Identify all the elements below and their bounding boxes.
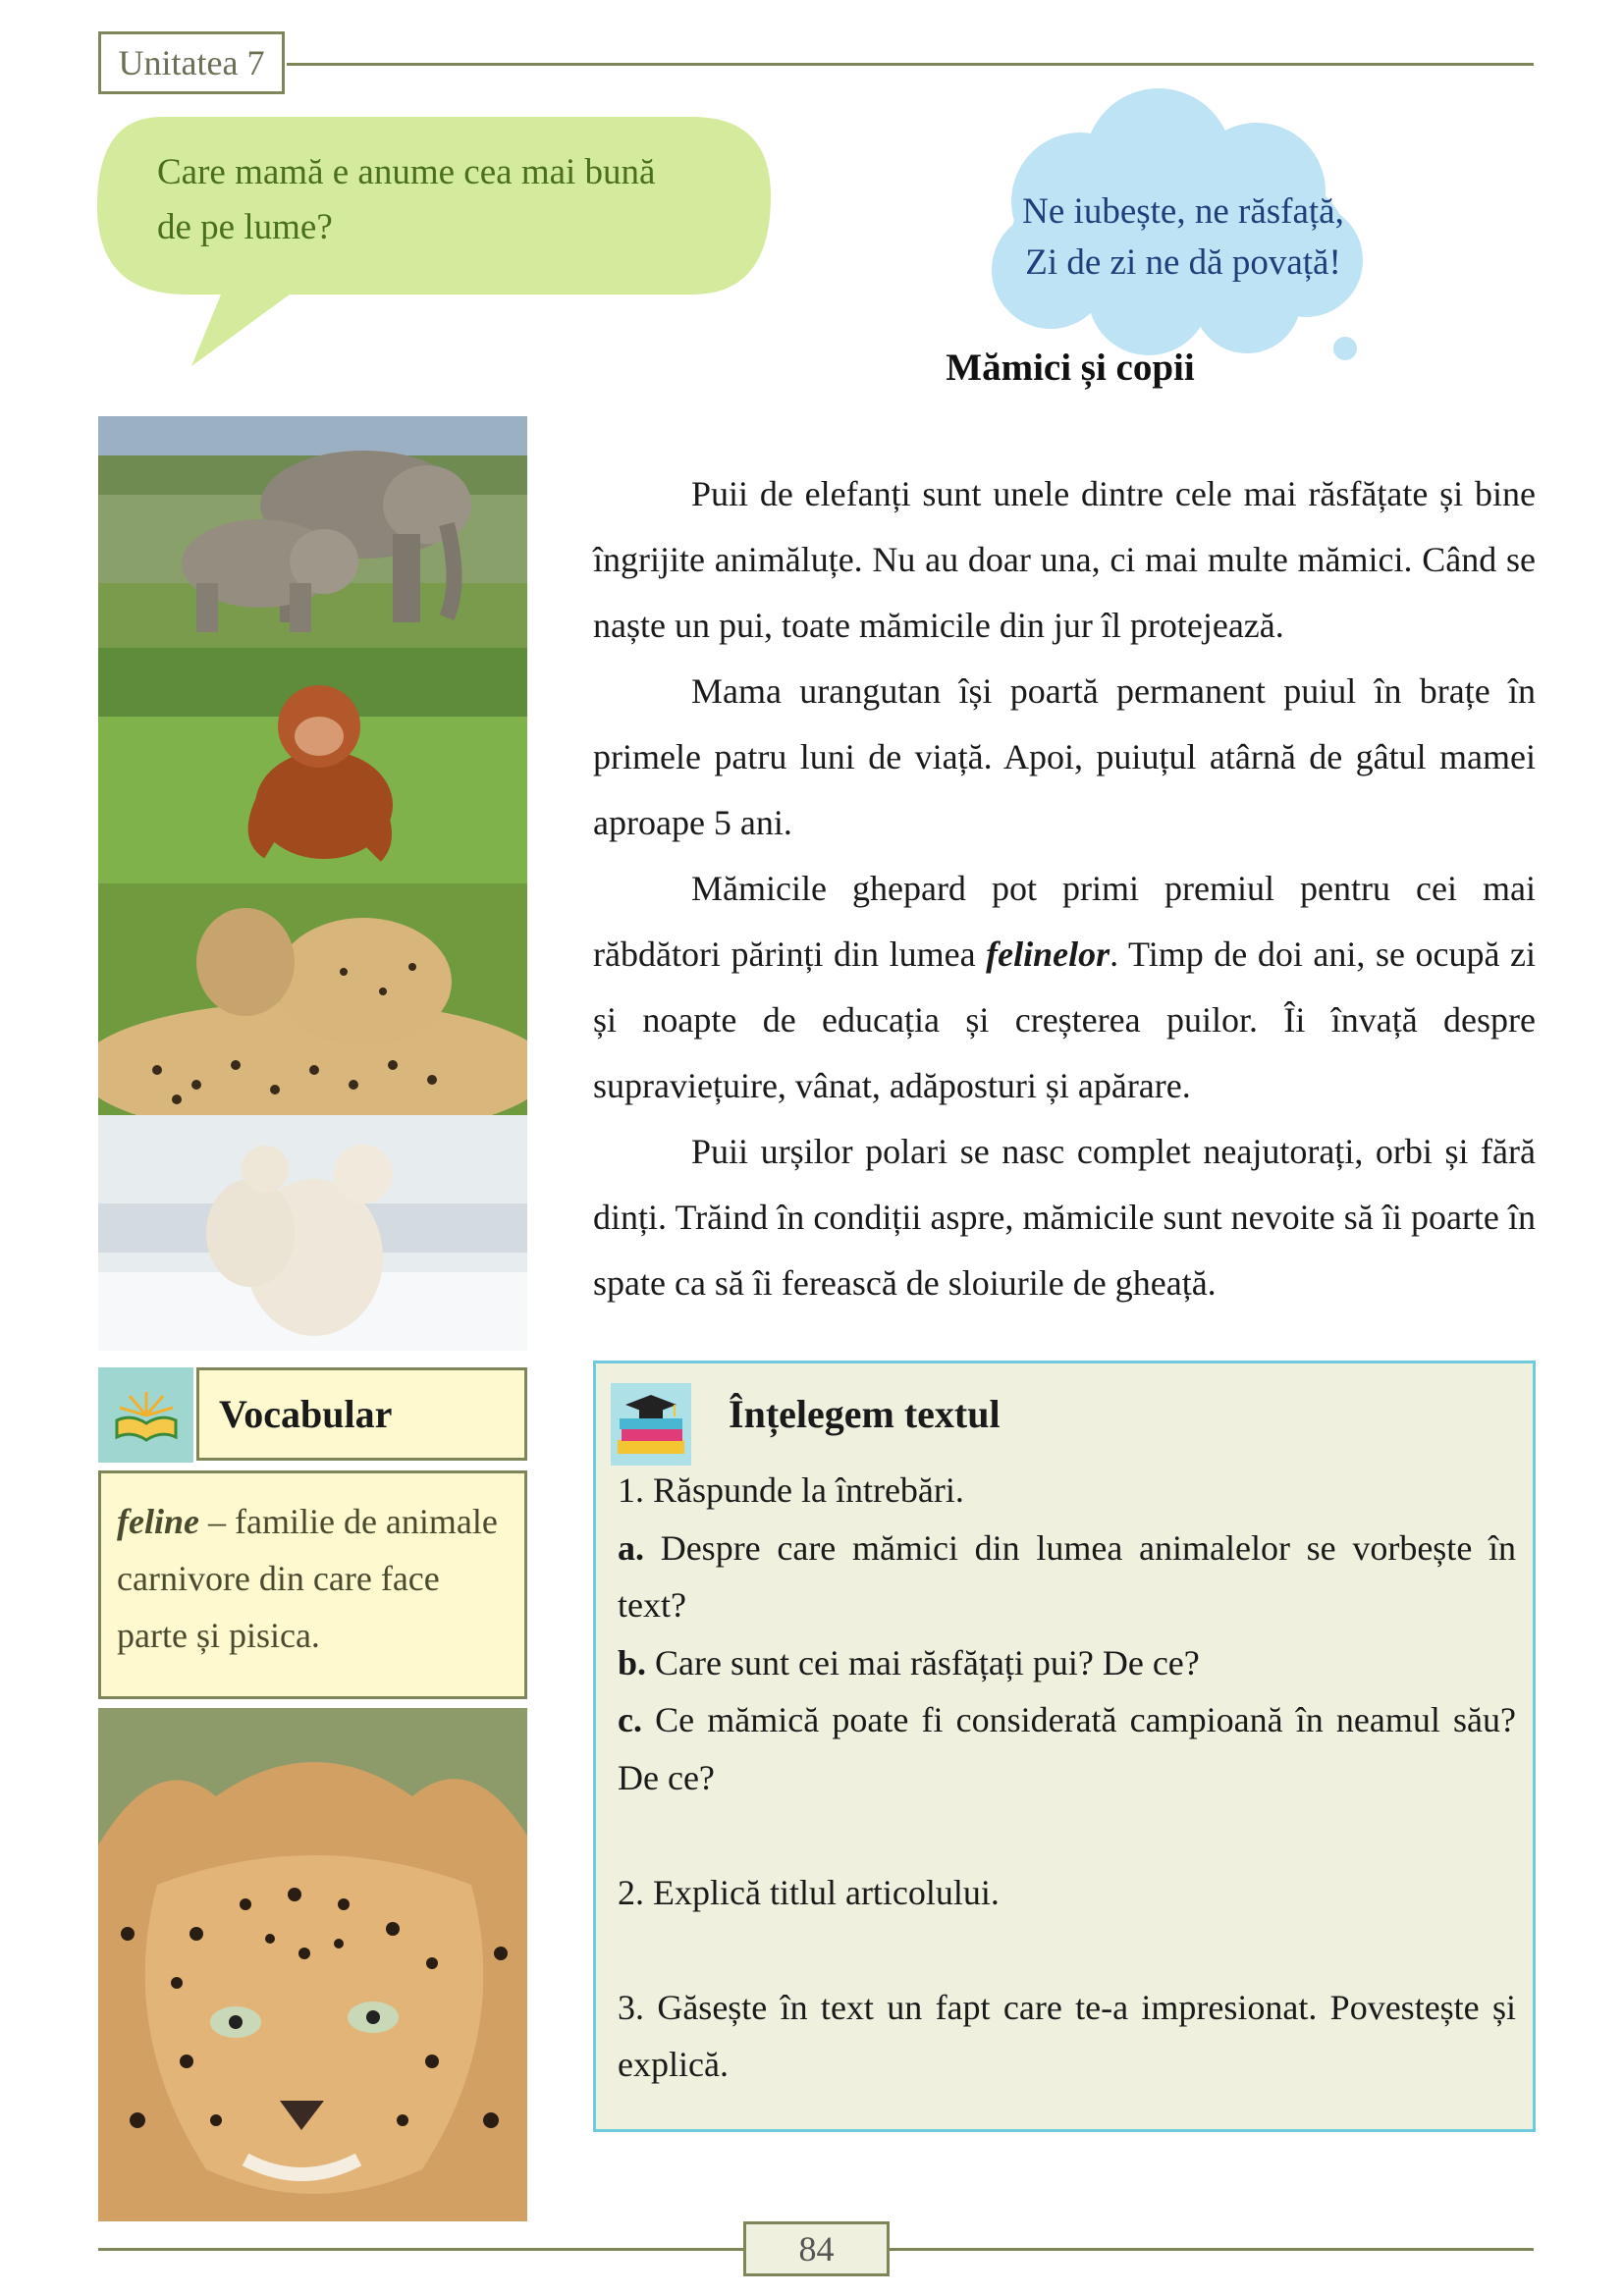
- understand-questions: [618, 1462, 1516, 2094]
- question-2: 2. Explică titlul articolului.: [618, 1872, 1000, 1912]
- article-body: [593, 461, 1536, 1316]
- question-1a: [618, 1520, 1516, 1634]
- article-paragraph-polar-bears: Puii urșilor polari se nasc complet neajutorați, orbi și fără dinți. Trăind în condiții aspre, mămicile sunt nevoite să îi poarte în spate ca să îi ferească de sloiurile de gheață.: [593, 1132, 1536, 1303]
- understand-title: Înțelegem textul: [729, 1392, 1001, 1436]
- question-1b-text: Care sunt cei mai răsfățați pui? De ce?: [646, 1642, 1200, 1682]
- header-rule: [287, 63, 1534, 66]
- question-3: 3. Găsește în text un fapt care te-a impresionat. Povestește și explică.: [618, 1987, 1516, 2084]
- question-1a-label: a.: [618, 1527, 644, 1568]
- thought-cloud-text: [997, 187, 1370, 289]
- unit-label: Unitatea 7: [98, 31, 285, 94]
- question-1c-text: Ce mămică poate fi considerată campioană în neamul său? De ce?: [618, 1700, 1516, 1797]
- speech-bubble-text: [157, 145, 746, 255]
- footer-rule-right: [890, 2248, 1534, 2251]
- question-1c-label: c.: [618, 1700, 642, 1739]
- question-1b-label: b.: [618, 1642, 647, 1682]
- vocabulary-title: Vocabular: [196, 1367, 527, 1461]
- thought-line-1: Ne iubește, ne răsfață,: [1022, 191, 1344, 232]
- vocabulary-definition-text: – familie de animale carnivore din care face parte și pisica.: [117, 1502, 498, 1655]
- article-paragraph-elephants: Puii de elefanți sunt unele dintre cele mai răsfățate și bine îngrijite animăluțe. Nu au doar una, ci mai multe mămici. Când se naște un pui, toate mămicile din jur îl protejează.: [593, 474, 1536, 645]
- question-1c: [618, 1691, 1516, 1806]
- vocab-term-link: felinelor: [986, 934, 1110, 974]
- vocabulary-definition: [98, 1470, 527, 1699]
- article-paragraph-orangutan: Mama urangutan își poartă permanent puiul în brațe în primele patru luni de viață. Apoi, puiuțul atârnă de gâtul mamei aproape 5 ani.: [593, 671, 1536, 842]
- vocabulary-header: [98, 1367, 530, 1463]
- thought-line-2: Zi de zi ne dă povață!: [1025, 242, 1341, 283]
- elephants-photo: [98, 416, 527, 648]
- article-paragraph-cheetah: [593, 856, 1536, 1119]
- understand-text-box: [593, 1361, 1536, 2132]
- footer-rule-left: [98, 2248, 743, 2251]
- article-p3-text: Mămicile ghepard pot primi premiul pentru cei mai răbdători părinți din lumea: [593, 869, 1536, 974]
- graduation-cap-books-icon: [606, 1383, 696, 1466]
- speech-line-1: Care mamă e anume cea mai bună: [157, 152, 656, 192]
- question-1a-text: Despre care mămici din lumea animalelor se vorbește în text?: [618, 1527, 1516, 1625]
- page-number: 84: [743, 2221, 890, 2276]
- question-1b: [618, 1634, 1516, 1692]
- cheetahs-photo: [98, 883, 527, 1115]
- speech-line-2: de pe lume?: [157, 207, 333, 247]
- article-title: Mămici și copii: [946, 347, 1195, 389]
- question-1: 1. Răspunde la întrebări.: [618, 1470, 964, 1510]
- orangutan-photo: [98, 648, 527, 883]
- open-book-icon: [98, 1367, 193, 1463]
- article-p3-text-end: . Timp de doi ani, se ocupă zi și noapte de educația și creșterea puilor. Îi învață despre supraviețuire, vânat, adăposturi și apărare.: [593, 934, 1537, 1105]
- polar-bears-photo: [98, 1115, 527, 1351]
- leopard-photo: [98, 1708, 527, 2221]
- vocabulary-term: feline: [117, 1502, 199, 1541]
